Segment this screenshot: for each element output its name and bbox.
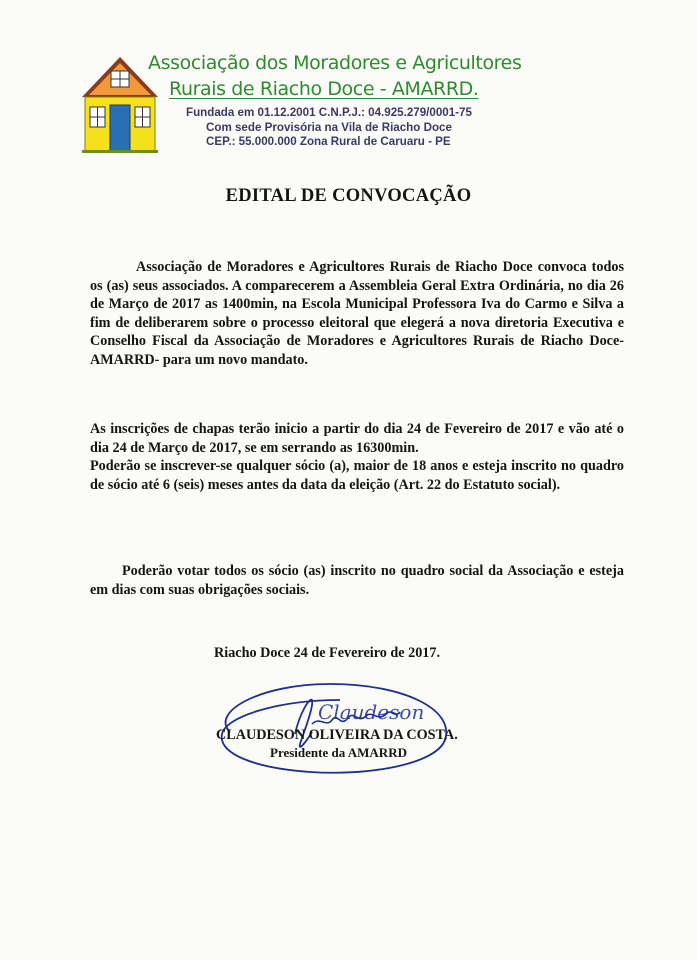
organization-name-line1: Associação dos Moradores e Agricultores	[148, 52, 522, 74]
svg-text:Claudeson: Claudeson	[318, 700, 425, 724]
signatory-role: Presidente da AMARRD	[270, 745, 407, 760]
paragraph-voting-text: Poderão votar todos os sócio (as) inscrito no quadro social da Associação e esteja em dias com suas obrigações sociais.	[90, 563, 624, 598]
cep-line: CEP.: 55.000.000 Zona Rural de Caruaru - PE	[206, 135, 451, 148]
seat-line: Com sede Provisória na Vila de Riacho Doce	[206, 120, 452, 134]
founded-line: Fundada em 01.12.2001 C.N.P.J.: 04.925.279/0001-75	[186, 106, 472, 119]
paragraph-voting	[90, 562, 624, 599]
place-date: Riacho Doce 24 de Fevereiro de 2017.	[214, 645, 441, 661]
organization-name	[148, 50, 521, 102]
document-title: EDITAL DE CONVOCAÇÃO	[225, 186, 472, 206]
paragraph-registration	[90, 420, 624, 494]
organization-name-line2: Rurais de Riacho Doce - AMARRD.	[169, 78, 479, 100]
organization-info	[186, 106, 472, 150]
paragraph-registration-eligibility: Poderão se inscrever-se qualquer sócio (a), maior de 18 anos e esteja inscrito no quadro de sócio até 6 (seis) meses antes da data da eleição (Art. 22 do Estatuto social).	[90, 458, 624, 493]
signatory-name: CLAUDESON OLIVEIRA DA COSTA.	[216, 727, 458, 743]
paragraph-registration-dates: As inscrições de chapas terão inicio a partir do dia 24 de Fevereiro de 2017 e vão até o dia 24 de Março de 2017, se em serrando as 16300min.	[90, 421, 624, 456]
paragraph-convocation-text: Associação de Moradores e Agricultores Rurais de Riacho Doce convoca todos os (as) seus associados. A comparecerem a Assembleia Geral Extra Ordinária, no dia 26 de Março de 2017 as 1400min, na Escola Municipal Professora Iva do Carmo e Silva a fim de deliberarem sobre o processo eleitoral que elegerá a nova diretoria Executiva e Conselho Fiscal da Associação de Moradores e Agricultores Rurais de Riacho Doce-AMARRD- para um novo mandato.	[90, 259, 624, 368]
paragraph-convocation	[90, 258, 624, 370]
